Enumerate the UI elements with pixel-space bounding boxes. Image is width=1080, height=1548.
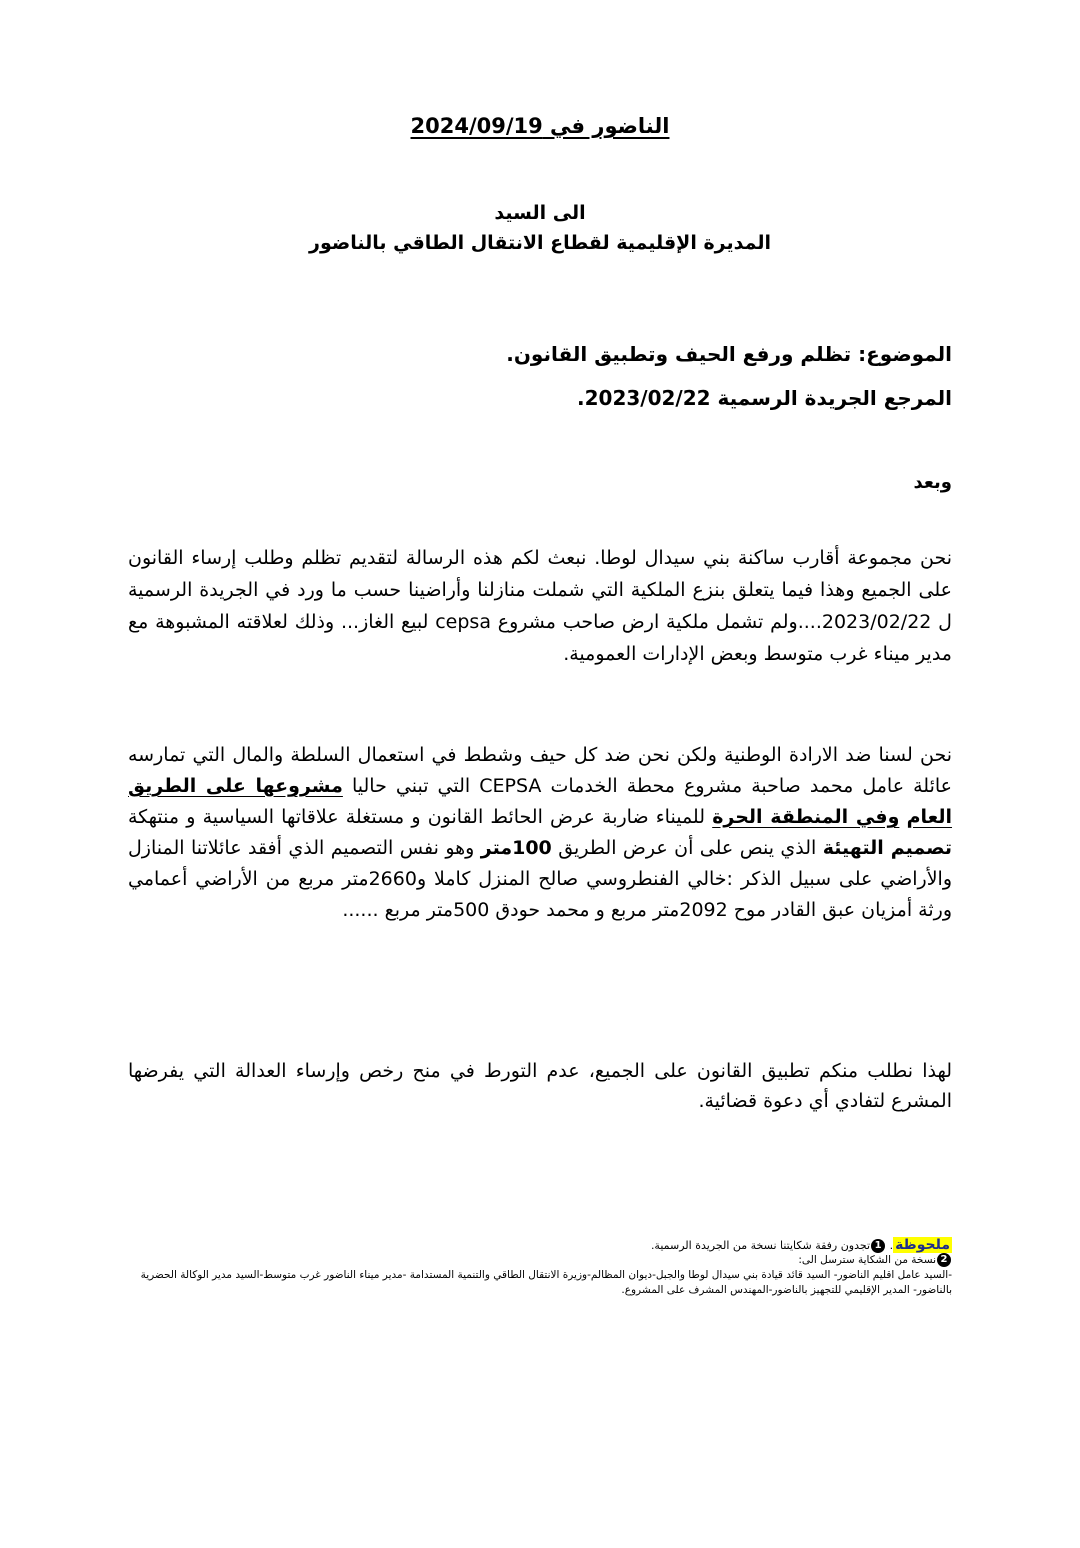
emphasis-development-plan: تصميم التهيئة	[822, 837, 952, 859]
footnote-line-1: ملحوظة. 1تجدون رفقة شكايتنا نسخة من الجريدة الرسمية.	[650, 1237, 950, 1253]
reference-line: المرجع الجريدة الرسمية 2023/02/22.	[577, 386, 952, 410]
number-one-icon: 1	[871, 1239, 885, 1253]
paragraph2-part1: نحن لسنا ضد الارادة الوطنية ولكن نحن ضد كل حيف وشطط في استعمال السلطة والمال التي تمارسه عائلة عامل محمد صاحبة مشروع محطة الخدمات CEPSA التي تبني حاليا	[128, 744, 953, 797]
addressee-block	[0, 198, 1080, 258]
paragraph2-part5: وهو نفس التصميم الذي أفقد عائلاتنا المنازل والأراضي على سبيل الذكر :خالي الفنطروسي صالح المنزل كاملا و2660متر مربع من الأراضي أعمامي ورثة أمزيان عبق القادر موح 2092متر مربع و محمد حودق 500متر مربع ......	[128, 837, 952, 921]
footnote-block	[132, 1238, 952, 1298]
addressee-office: المديرة الإقليمية لقطاع الانتقال الطاقي بالناضور	[309, 232, 771, 254]
note-label: ملحوظة	[895, 1237, 950, 1253]
date-text: الناضور في 2024/09/19	[410, 114, 670, 138]
paragraph-complaint-intro: نحن مجموعة أقارب ساكنة بني سيدال لوطا. نبعث لكم هذه الرسالة لتقديم تظلم وطلب إرساء القانون على الجميع وهذا فيما يتعلق بنزع الملكية التي شملت منازلنا وأراضينا حسب ما ورد في الجريدة الرسمية ل 2023/02/22....ولم تشمل ملكية ارض صاحب مشروع cepsa لبيع الغاز... وذلك لعلاقته المشبوهة مع مدير ميناء غرب متوسط وبعض الإدارات العمومية.	[128, 547, 952, 665]
opening-word: وبعد	[913, 472, 952, 493]
footnote-recipients: -السيد عامل اقليم الناضور- السيد قائد قيادة بني سيدال لوطا والجبل-ديوان المظالم-وزيرة الانتقال الطاقي والتنمية المستدامة -مدير ميناء الناضور غرب متوسط-السيد مدير الوكالة الحضرية بالناضور- المدير الإقليمي للتجهيز بالناضور-المهندس المشرف على المشروع.	[140, 1269, 952, 1296]
paragraph2-part4: الذي ينص على أن عرض الطريق	[551, 837, 823, 859]
subject-line: الموضوع: تظلم ورفع الحيف وتطبيق القانون.	[506, 342, 952, 366]
number-two-icon: 2	[937, 1253, 951, 1267]
footnote-item-1: تجدون رفقة شكايتنا نسخة من الجريدة الرسمية.	[650, 1239, 871, 1252]
paragraph-complaint-details	[128, 740, 952, 926]
paragraph-request: لهذا نطلب منكم تطبيق القانون على الجميع، عدم التورط في منح رخص وإرساء العدالة التي يفرضها المشرع لتفادي أي دعوة قضائية.	[128, 1060, 952, 1112]
paragraph2-part3: للميناء ضاربة عرض الحائط القانون و مستغلة علاقاتها السياسية و منتهكة	[128, 806, 713, 828]
footnote-line-2	[132, 1253, 952, 1268]
emphasis-road-width: 100متر	[480, 837, 552, 859]
paragraph2-part2	[899, 806, 906, 828]
addressee-title: الى السيد	[494, 202, 586, 224]
emphasis-free-zone: وفي المنطقة الحرة	[712, 806, 900, 828]
footnote-item-2: نسخة من الشكاية سترسل الى:	[798, 1254, 936, 1266]
emphasis-project-on-road: مشروعها على الطريق العام	[128, 775, 953, 828]
date-line	[0, 114, 1080, 138]
